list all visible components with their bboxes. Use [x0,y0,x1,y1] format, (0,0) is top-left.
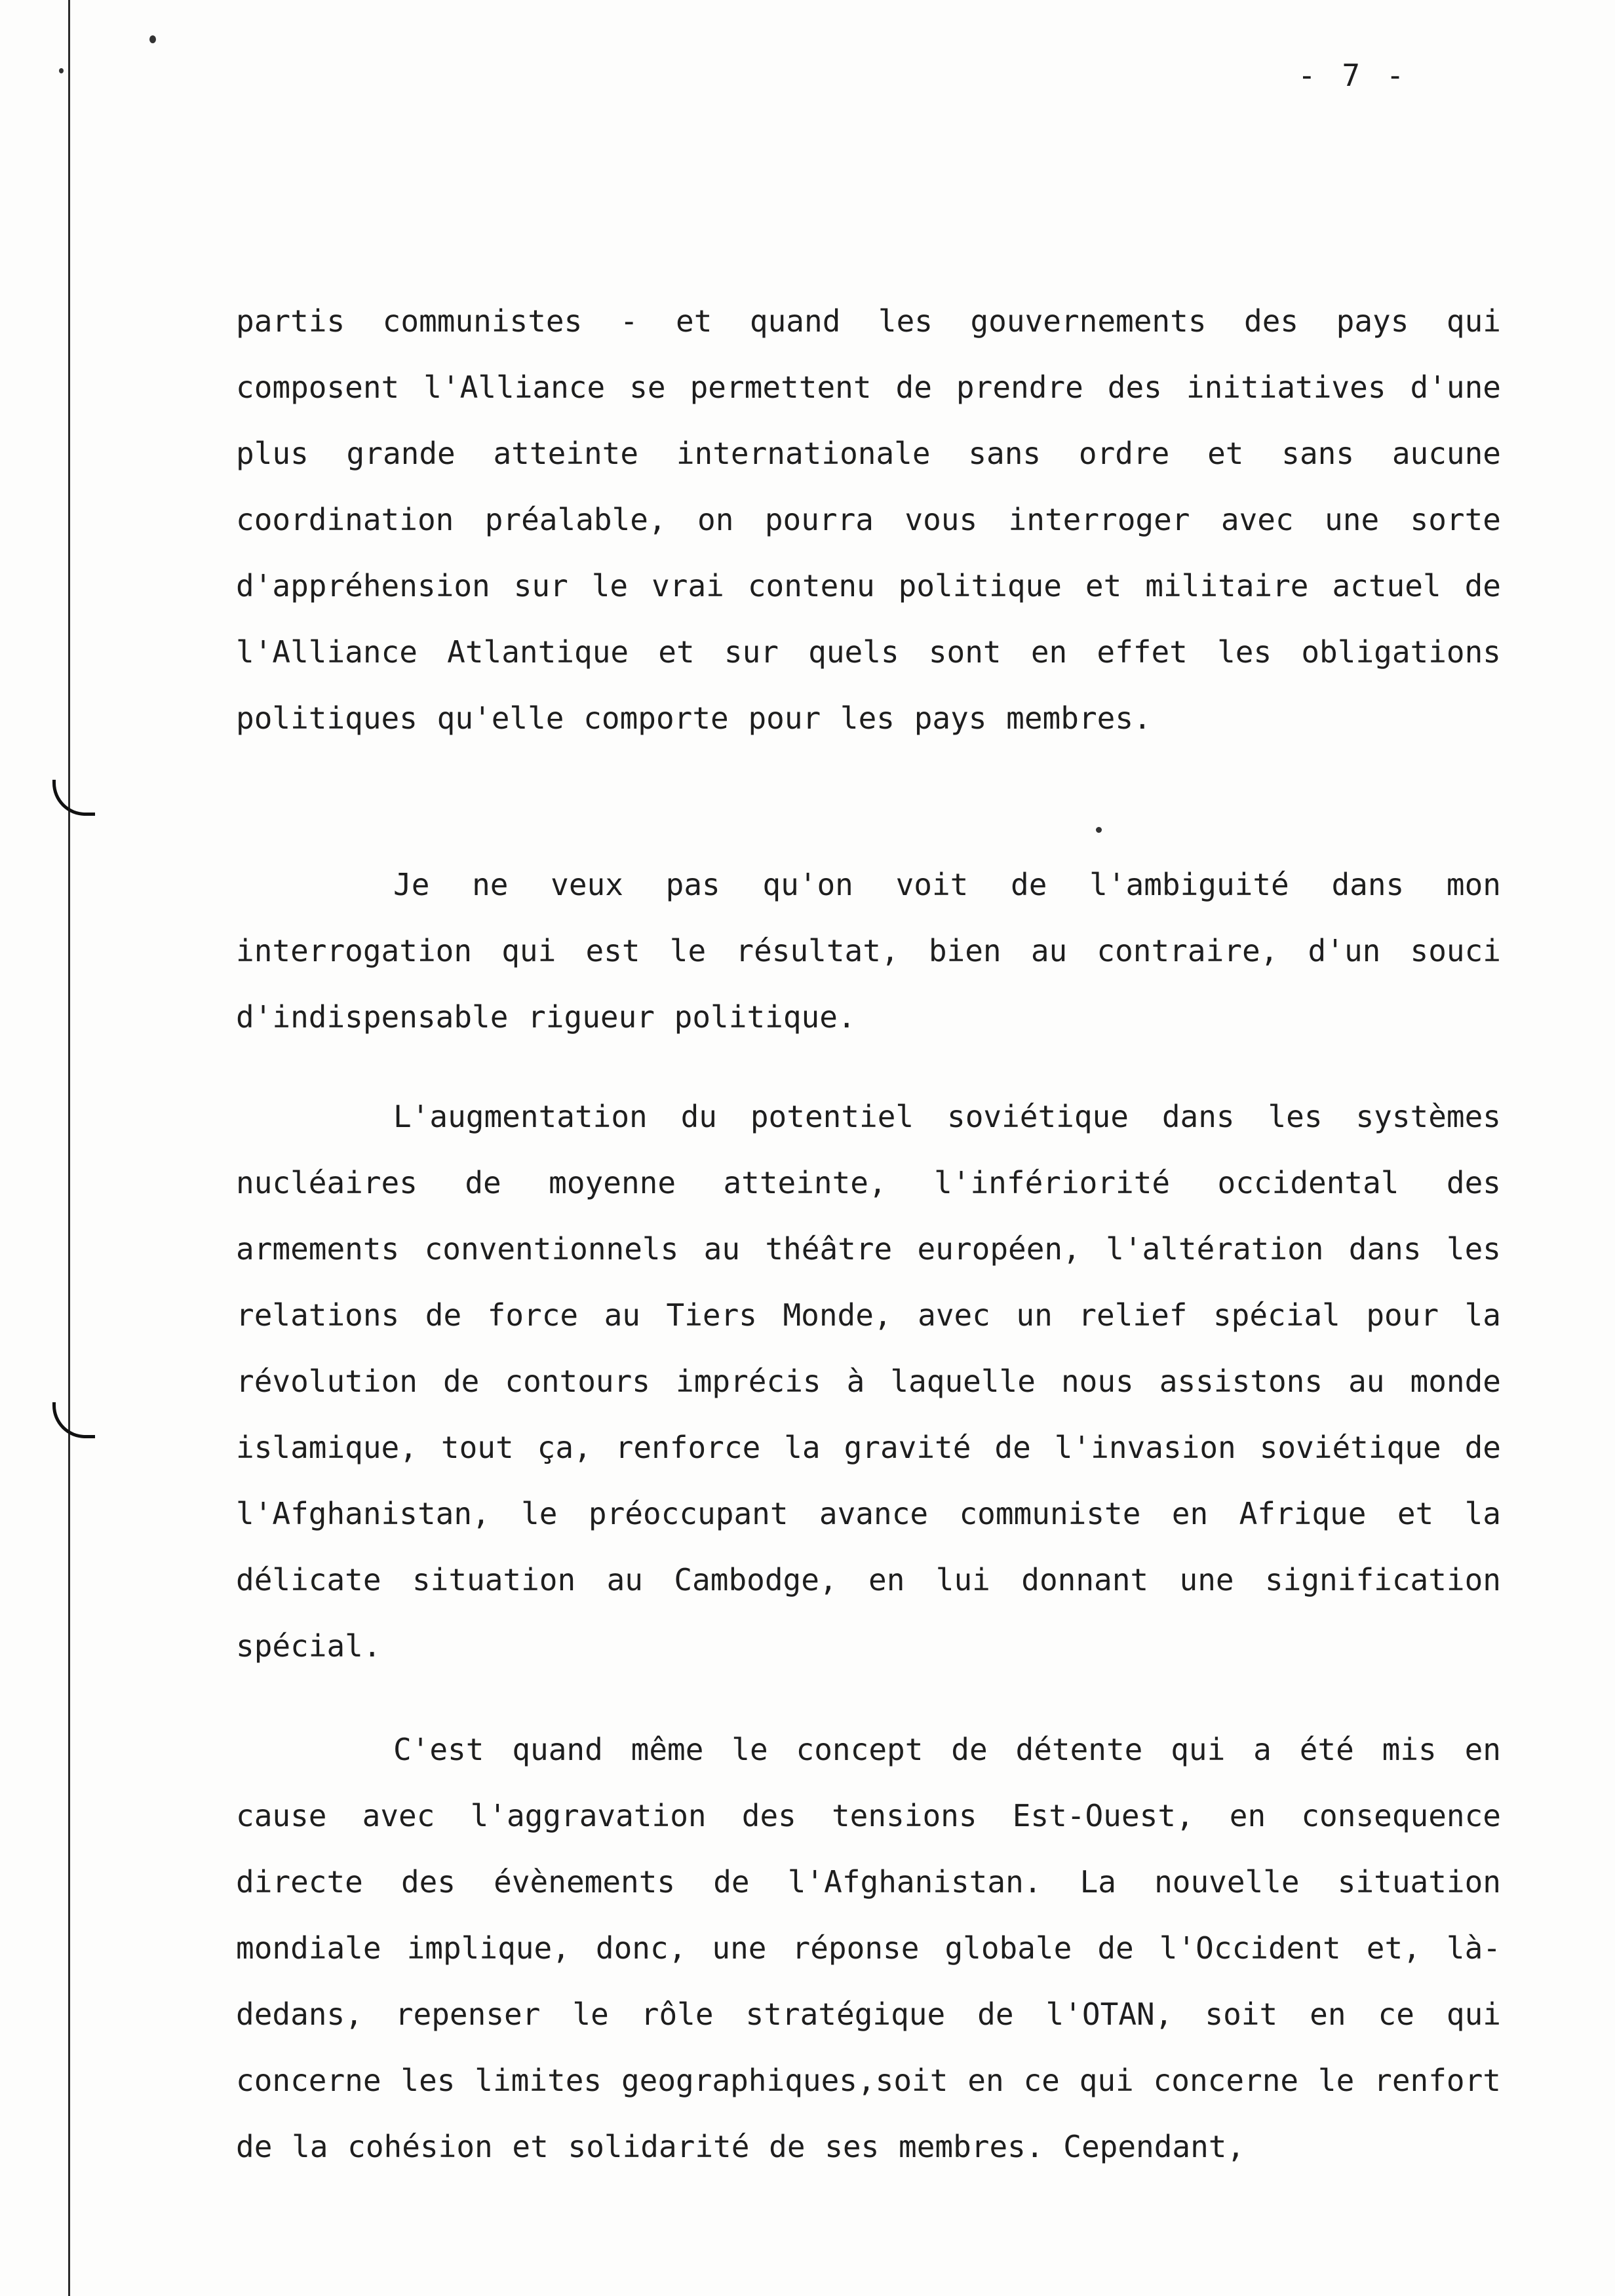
paragraph [236,1717,1501,2180]
paragraph-text: L'augmentation du potentiel soviétique dans les systèmes nucléaires de moyenne atteinte, l'infériorité occidental des armements conventionnels au théâtre européen, l'altération dans les relations de force au Tiers Monde, avec un relief spécial pour la révolution de contours imprécis à laquelle nous assistons au monde islamique, tout ça, renforce la gravité de l'invasion soviétique de l'Afghanistan, le préoccupant avance communiste en Afrique et la délicate situation au Cambodge, en lui donnant une signification spécial. [236,1099,1501,1664]
binder-hook-mark [52,780,95,816]
paragraph-text: partis communistes - et quand les gouvernements des pays qui composent l'Alliance se permettent de prendre des initiatives d'une plus grande atteinte internationale sans ordre et sans aucune coordination préalable, on pourra vous interroger avec une sorte d'appréhension sur le vrai contenu politique et militaire actuel de l'Alliance Atlantique et sur quels sont en effet les obligations politiques qu'elle comporte pour les pays membres. [236,303,1501,736]
ink-speck [59,68,64,73]
paragraph [236,288,1501,752]
paragraph-text: C'est quand même le concept de détente qui a été mis en cause avec l'aggravation des tensions Est-Ouest, en consequence directe des évènements de l'Afghanistan. La nouvelle situation mondiale implique, donc, une réponse globale de l'Occident et, là-dedans, repenser le rôle stratégique de l'OTAN, soit en ce qui concerne les limites geographiques,soit en ce qui concerne le renfort de la cohésion et solidarité de ses membres. Cependant, [236,1732,1501,2164]
ink-speck [149,35,156,43]
binder-hook-mark [52,1402,95,1438]
ink-speck [1096,827,1102,833]
binding-margin-line [68,0,70,2296]
paragraph [236,1084,1501,1679]
paragraph [236,852,1501,1050]
page-number: - 7 - [1298,58,1409,93]
paragraph-text: Je ne veux pas qu'on voit de l'ambiguité dans mon interrogation qui est le résultat, bien au contraire, d'un souci d'indispensable rigueur politique. [236,867,1501,1035]
